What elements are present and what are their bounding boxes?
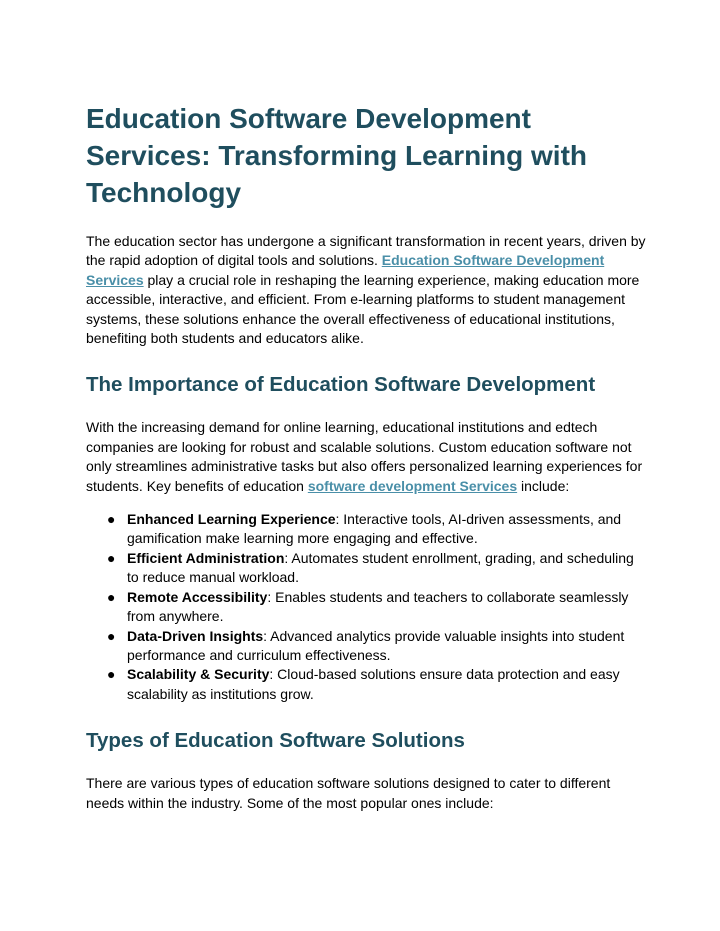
- benefit-term: Efficient Administration: [127, 549, 285, 566]
- list-item: [107, 549, 646, 588]
- importance-paragraph: [86, 418, 646, 496]
- types-heading: Types of Education Software Solutions: [86, 729, 465, 753]
- intro-paragraph: [86, 232, 646, 348]
- importance-heading: The Importance of Education Software Development: [86, 373, 596, 397]
- intro-text-start: The education sector has undergone a significant transformation in recent years, driven by the rapid adoption of digital tools and solutions.: [86, 233, 646, 269]
- bullet-icon: ●: [107, 627, 116, 644]
- benefit-description: : Interactive tools, AI-driven assessments, and gamification make learning more engaging and effective.: [127, 511, 622, 547]
- benefit-description: : Cloud-based solutions ensure data protection and easy scalability as institutions grow.: [127, 666, 620, 702]
- list-item: [107, 588, 646, 627]
- benefit-term: Enhanced Learning Experience: [127, 511, 336, 528]
- bullet-icon: ●: [107, 549, 116, 566]
- list-item: [107, 510, 646, 549]
- bullet-icon: ●: [107, 666, 116, 683]
- importance-text-end: include:: [517, 477, 570, 494]
- benefit-description: : Enables students and teachers to collaborate seamlessly from anywhere.: [127, 588, 629, 625]
- software-development-services-link[interactable]: software development Services: [307, 477, 518, 494]
- benefit-term: Data-Driven Insights: [127, 627, 264, 644]
- bullet-icon: ●: [107, 588, 116, 605]
- list-item: [107, 665, 646, 704]
- importance-text-start: With the increasing demand for online learning, educational institutions and edtech companies are looking for robust and scalable solutions. Custom education software not only streamlines administrative tasks but also offers personalized learning experiences for students. Key benefits of education: [86, 419, 643, 494]
- benefit-description: : Advanced analytics provide valuable insights into student performance and curriculum effectiveness.: [127, 627, 625, 663]
- page-title: Education Software Development Services: Transforming Learning with Technology: [86, 103, 588, 208]
- benefit-term: Scalability & Security: [127, 666, 270, 683]
- benefit-term: Remote Accessibility: [127, 588, 268, 605]
- education-software-link[interactable]: Education Software Development Services: [86, 252, 605, 288]
- bullet-icon: ●: [107, 511, 116, 528]
- list-item: [107, 627, 646, 666]
- intro-text-end: play a crucial role in reshaping the learning experience, making education more accessible, interactive, and efficient. From e-learning platforms to student management systems, these solutions enhance the overall effectiveness of educational institutions, benefiting both students and educators alike.: [86, 271, 640, 347]
- benefits-list: [86, 510, 646, 704]
- benefit-description: : Automates student enrollment, grading, and scheduling to reduce manual workload.: [127, 549, 634, 586]
- types-paragraph: There are various types of education software solutions designed to cater to different needs within the industry. Some of the most popular ones include:: [86, 775, 611, 811]
- document-page: [86, 100, 646, 813]
